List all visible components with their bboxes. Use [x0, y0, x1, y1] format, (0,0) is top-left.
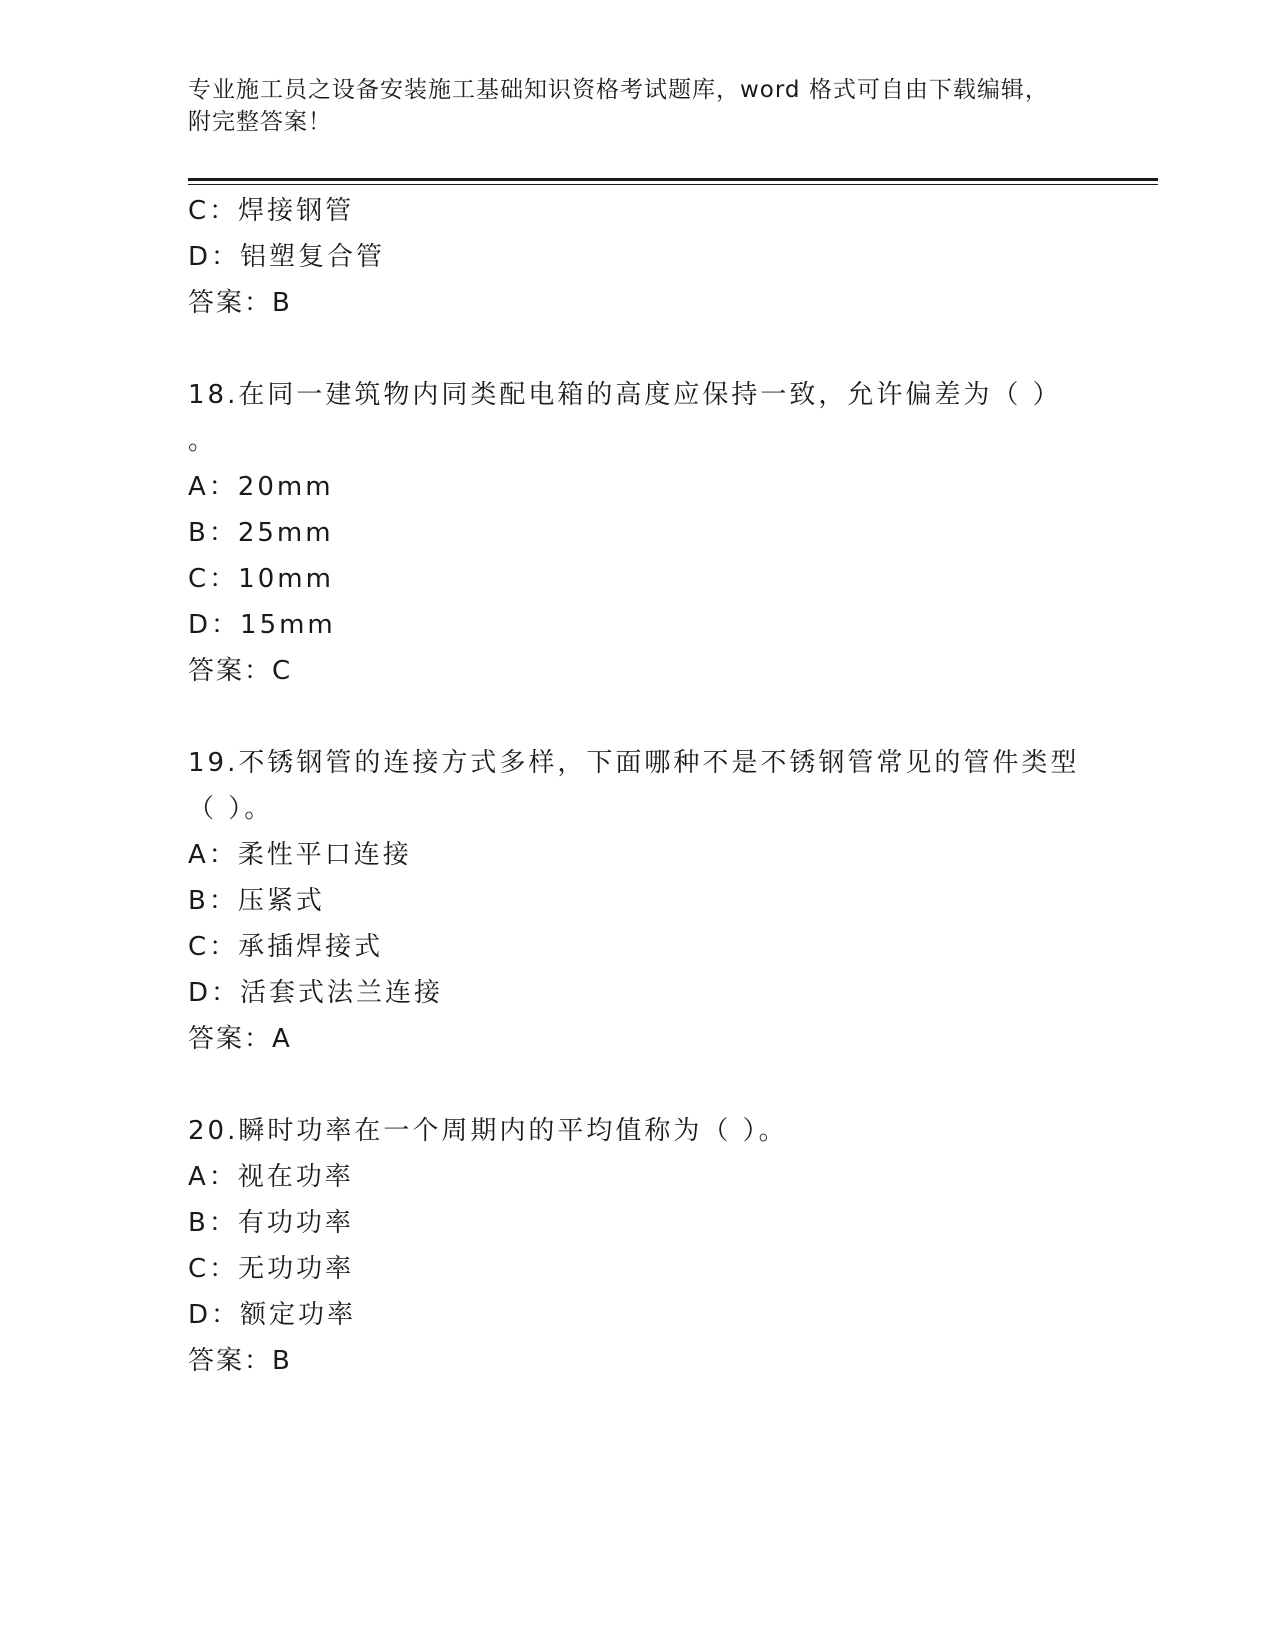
document-header: 专业施工员之设备安装施工基础知识资格考试题库，word 格式可自由下载编辑， 附完整答案！	[188, 77, 1049, 135]
question-18-option-d: D：15mm	[188, 610, 336, 640]
question-19-answer: 答案：A	[188, 1024, 292, 1054]
header-rule-thick	[188, 178, 1158, 181]
question-content	[188, 188, 1138, 1384]
question-19-option-a: A：柔性平口连接	[188, 840, 412, 870]
spacer	[188, 326, 1138, 372]
question-20-stem: 20.瞬时功率在一个周期内的平均值称为（ ）。	[188, 1116, 788, 1146]
question-18-option-c: C：10mm	[188, 564, 334, 594]
header-rule-thin	[188, 184, 1158, 185]
question-18-option-a: A：20mm	[188, 472, 334, 502]
answer-line: 答案：B	[188, 288, 292, 318]
option-c: C：焊接钢管	[188, 196, 355, 226]
question-18-answer: 答案：C	[188, 656, 293, 686]
question-20-option-a: A：视在功率	[188, 1162, 354, 1192]
question-20-answer: 答案：B	[188, 1346, 292, 1376]
spacer	[188, 694, 1138, 740]
spacer	[188, 1062, 1138, 1108]
question-20-option-d: D：额定功率	[188, 1300, 357, 1330]
question-19-option-c: C：承插焊接式	[188, 932, 384, 962]
option-d: D：铝塑复合管	[188, 242, 386, 272]
question-18-option-b: B：25mm	[188, 518, 334, 548]
question-19-stem: 19.不锈钢管的连接方式多样，下面哪种不是不锈钢管常见的管件类型 （ ）。	[188, 748, 1080, 824]
question-19-option-b: B：压紧式	[188, 886, 325, 916]
question-18-stem: 18.在同一建筑物内同类配电箱的高度应保持一致，允许偏差为（ ） 。	[188, 380, 1062, 456]
question-19-option-d: D：活套式法兰连接	[188, 978, 444, 1008]
question-20-option-b: B：有功功率	[188, 1208, 354, 1238]
question-20-option-c: C：无功功率	[188, 1254, 355, 1284]
